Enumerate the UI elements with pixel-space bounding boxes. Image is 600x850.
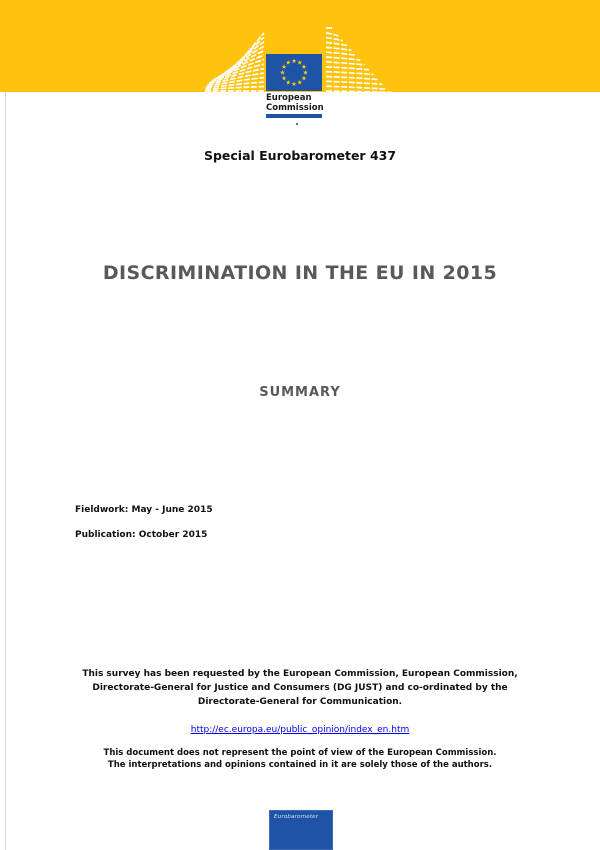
- disclaimer: [65, 747, 535, 771]
- page-left-edge-line: [5, 92, 6, 850]
- series-title: Special Eurobarometer 437: [203, 148, 397, 163]
- ec-logo-underline: [266, 114, 322, 118]
- logo-dot: [296, 123, 298, 125]
- eurobarometer-brand-box: [269, 810, 333, 850]
- disclaimer-line2: The interpretations and opinions contained in it are solely those of the authors.: [107, 760, 493, 770]
- report-subtitle: SUMMARY: [259, 385, 341, 400]
- eu-flag-icon: [266, 54, 322, 91]
- ec-logo-line2: Commission: [266, 103, 324, 113]
- fieldwork-note: Fieldwork: May - June 2015: [75, 505, 213, 515]
- publication-note: Publication: October 2015: [75, 530, 208, 540]
- ec-logo-wordmark: [266, 93, 336, 113]
- link-row: [0, 725, 600, 735]
- request-note: This survey has been requested by the European Commission, European Commission, Directorate-General for Justice and Consumers (DG JUST) and co-ordinated by the Directorate-General for Communication.: [82, 669, 518, 707]
- report-title: DISCRIMINATION IN THE EU IN 2015: [102, 262, 498, 284]
- eurobarometer-brand-label: Eurobarometer: [274, 814, 319, 820]
- disclaimer-line1: This document does not represent the point of view of the European Commission.: [103, 748, 497, 758]
- ec-logo-line1: European: [266, 93, 312, 103]
- public-opinion-link[interactable]: http://ec.europa.eu/public_opinion/index_en.htm: [190, 725, 410, 735]
- eu-stars-icon: [266, 54, 322, 91]
